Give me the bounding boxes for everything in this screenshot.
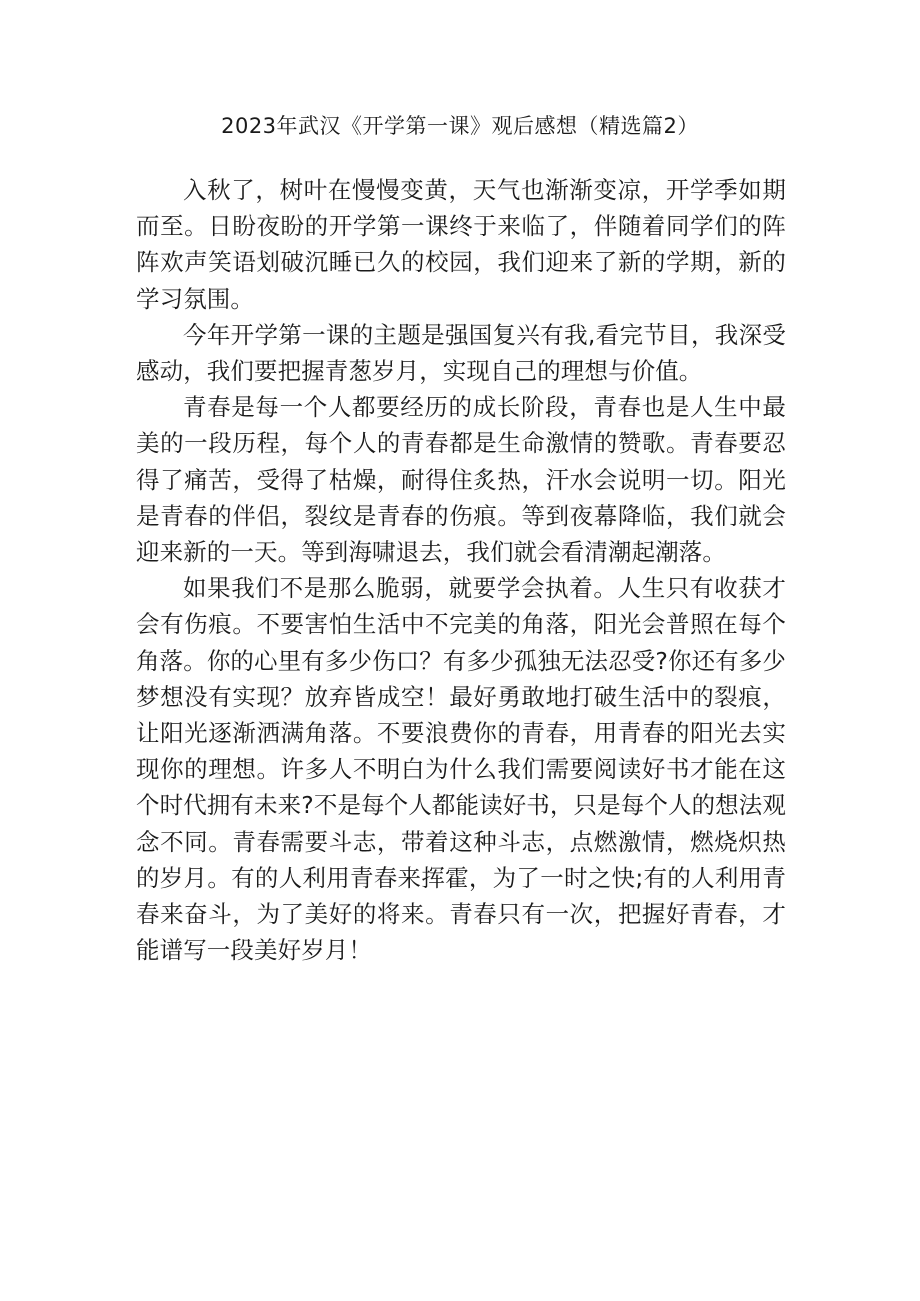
paragraph-3: 青春是每一个人都要经历的成长阶段，青春也是人生中最美的一段历程，每个人的青春都是生命激情的赞歌。青春要忍得了痛苦，受得了枯燥，耐得住炙热，汗水会说明一切。阳光是青春的伴侣，裂纹是青春的伤痕。等到夜幕降临，我们就会迎来新的一天。等到海啸退去，我们就会看清潮起潮落。: [136, 393, 786, 567]
document-body: [136, 172, 786, 968]
document-title: 2023年武汉《开学第一课》观后感想（精选篇2）: [221, 114, 699, 138]
paragraph-2: 今年开学第一课的主题是强国复兴有我,看完节目，我深受感动，我们要把握青葱岁月，实现自己的理想与价值。: [136, 320, 786, 386]
paragraph-1: 入秋了，树叶在慢慢变黄，天气也渐渐变凉，开学季如期而至。日盼夜盼的开学第一课终于来临了，伴随着同学们的阵阵欢声笑语划破沉睡已久的校园，我们迎来了新的学期，新的学习氛围。: [136, 176, 786, 313]
paragraph-4: 如果我们不是那么脆弱，就要学会执着。人生只有收获才会有伤痕。不要害怕生活中不完美的角落，阳光会普照在每个角落。你的心里有多少伤口？有多少孤独无法忍受?你还有多少梦想没有实现？放弃皆成空！最好勇敢地打破生活中的裂痕，让阳光逐渐洒满角落。不要浪费你的青春，用青春的阳光去实现你的理想。许多人不明白为什么我们需要阅读好书才能在这个时代拥有未来?不是每个人都能读好书，只是每个人的想法观念不同。青春需要斗志，带着这种斗志，点燃激情，燃烧炽热的岁月。有的人利用青春来挥霍，为了一时之快;有的人利用青春来奋斗，为了美好的将来。青春只有一次，把握好青春，才能谱写一段美好岁月！: [136, 574, 786, 965]
